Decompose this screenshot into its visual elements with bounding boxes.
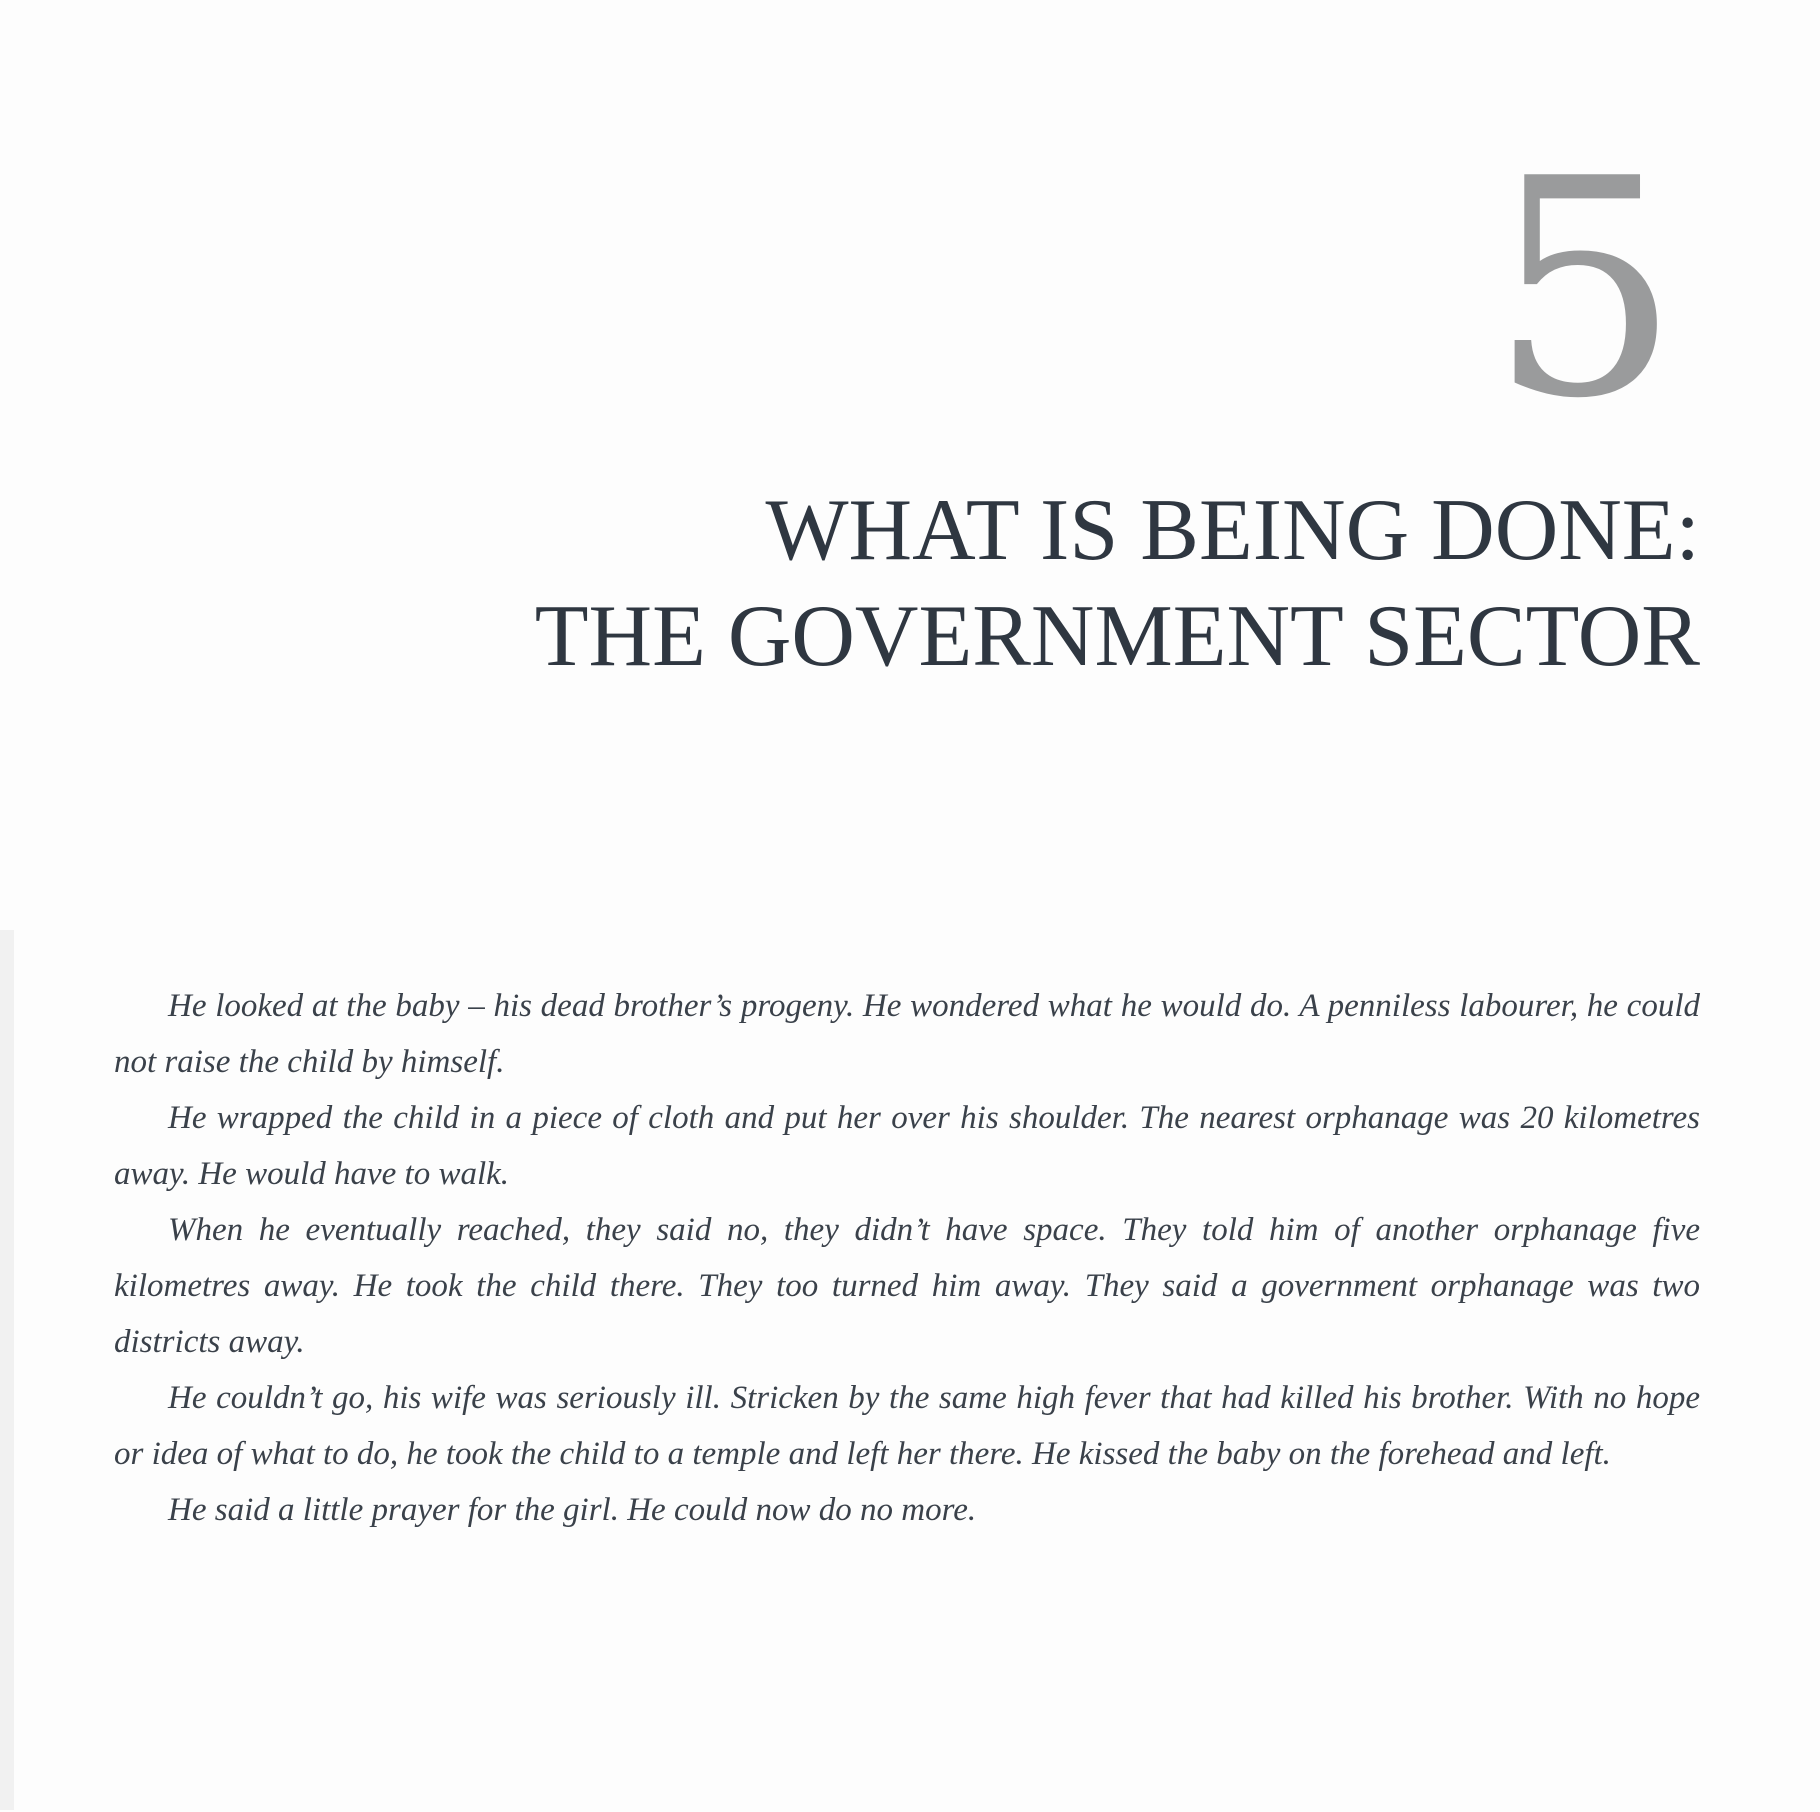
chapter-title-line-2: THE GOVERNMENT SECTOR	[534, 588, 1700, 685]
story-paragraph: He said a little prayer for the girl. He could now do no more.	[168, 1492, 977, 1528]
story-paragraph: He couldn’t go, his wife was seriously ill. Stricken by the same high fever that had killed his brother. With no hope or idea of what to do, he took the child to a temple and left her there. He kissed the baby on the forehead and left.	[114, 1380, 1700, 1472]
opening-story	[114, 978, 1700, 1538]
story-paragraph: When he eventually reached, they said no, they didn’t have space. They told him of another orphanage five kilometres away. He took the child there. They too turned him away. They said a government orphanage was two districts away.	[114, 1212, 1700, 1360]
chapter-number: 5	[1489, 115, 1680, 464]
page-edge-shadow	[0, 930, 14, 1810]
story-paragraph: He wrapped the child in a piece of cloth and put her over his shoulder. The nearest orphanage was 20 kilometres away. He would have to walk.	[114, 1100, 1700, 1192]
story-paragraph: He looked at the baby – his dead brother’s progeny. He wondered what he would do. A penniless labourer, he could not raise the child by himself.	[114, 988, 1700, 1080]
chapter-title-line-1: WHAT IS BEING DONE:	[765, 482, 1700, 579]
chapter-title	[535, 478, 1700, 690]
